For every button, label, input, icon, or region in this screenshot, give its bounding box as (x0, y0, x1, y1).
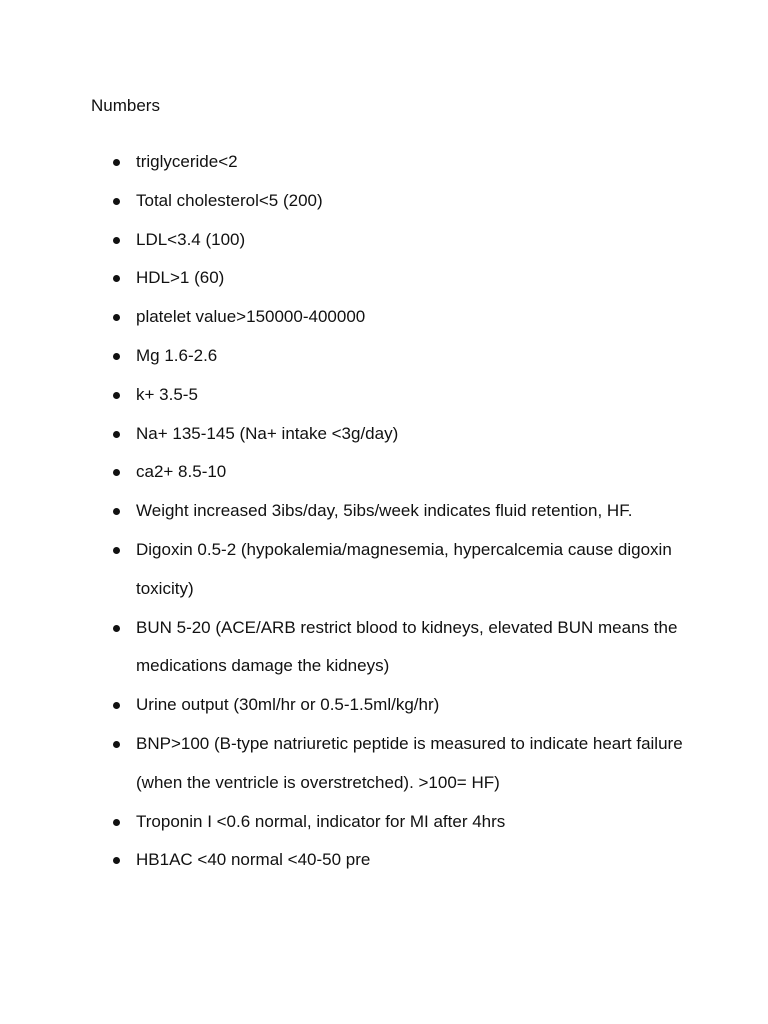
list-item (0, 725, 768, 803)
bullet-icon (113, 547, 120, 554)
list-item-text: Digoxin 0.5-2 (hypokalemia/magnesemia, hypercalcemia cause digoxin toxicity) (136, 539, 672, 598)
bullet-icon (113, 159, 120, 166)
bullet-icon (113, 237, 120, 244)
bullet-icon (113, 625, 120, 632)
list-item (0, 841, 768, 880)
list-item-text: Total cholesterol<5 (200) (136, 190, 323, 210)
bullet-icon (113, 469, 120, 476)
list-item-text: BNP>100 (B-type natriuretic peptide is measured to indicate heart failure (when the ventricle is overstretched). >100= HF) (136, 733, 683, 792)
list-item (0, 337, 768, 376)
bullet-icon (113, 353, 120, 360)
list-item-text: platelet value>150000-400000 (136, 307, 366, 327)
list-item (0, 803, 768, 842)
bullet-icon (113, 857, 120, 864)
list-item-text: ca2+ 8.5-10 (136, 462, 227, 482)
list-item (0, 686, 768, 725)
list-item-text: Mg 1.6-2.6 (136, 345, 218, 365)
list-item-text: triglyceride<2 (136, 152, 238, 171)
list-item (0, 259, 768, 298)
bullet-icon (113, 314, 120, 321)
list-item (0, 415, 768, 454)
list-item-text: Weight increased 3ibs/day, 5ibs/week indicates fluid retention, HF. (136, 501, 633, 521)
list-item (0, 376, 768, 415)
list-item-text: HB1AC <40 normal <40-50 pre (136, 850, 371, 870)
list-item (0, 531, 768, 609)
list-item-text: k+ 3.5-5 (136, 384, 198, 404)
bullet-icon (113, 275, 120, 282)
bullet-icon (113, 702, 120, 709)
lab-values-list (0, 143, 768, 880)
page-title: Numbers (91, 96, 160, 115)
list-item (0, 492, 768, 531)
bullet-icon (113, 198, 120, 205)
list-item-text: HDL>1 (60) (136, 268, 225, 288)
list-item-text: Urine output (30ml/hr or 0.5-1.5ml/kg/hr) (136, 695, 440, 715)
list-item (0, 182, 768, 221)
list-item (0, 221, 768, 260)
list-item (0, 609, 768, 687)
bullet-icon (113, 431, 120, 438)
list-item-text: BUN 5-20 (ACE/ARB restrict blood to kidneys, elevated BUN means the medications damage the kidneys) (136, 617, 678, 676)
bullet-icon (113, 741, 120, 748)
list-item-text: Na+ 135-145 (Na+ intake <3g/day) (136, 423, 399, 443)
bullet-icon (113, 508, 120, 515)
list-item (0, 143, 768, 182)
list-item-text: LDL<3.4 (100) (136, 229, 246, 249)
list-item (0, 298, 768, 337)
list-item-text: Troponin I <0.6 normal, indicator for MI after 4hrs (136, 811, 506, 831)
list-item (0, 453, 768, 492)
bullet-icon (113, 392, 120, 399)
bullet-icon (113, 819, 120, 826)
